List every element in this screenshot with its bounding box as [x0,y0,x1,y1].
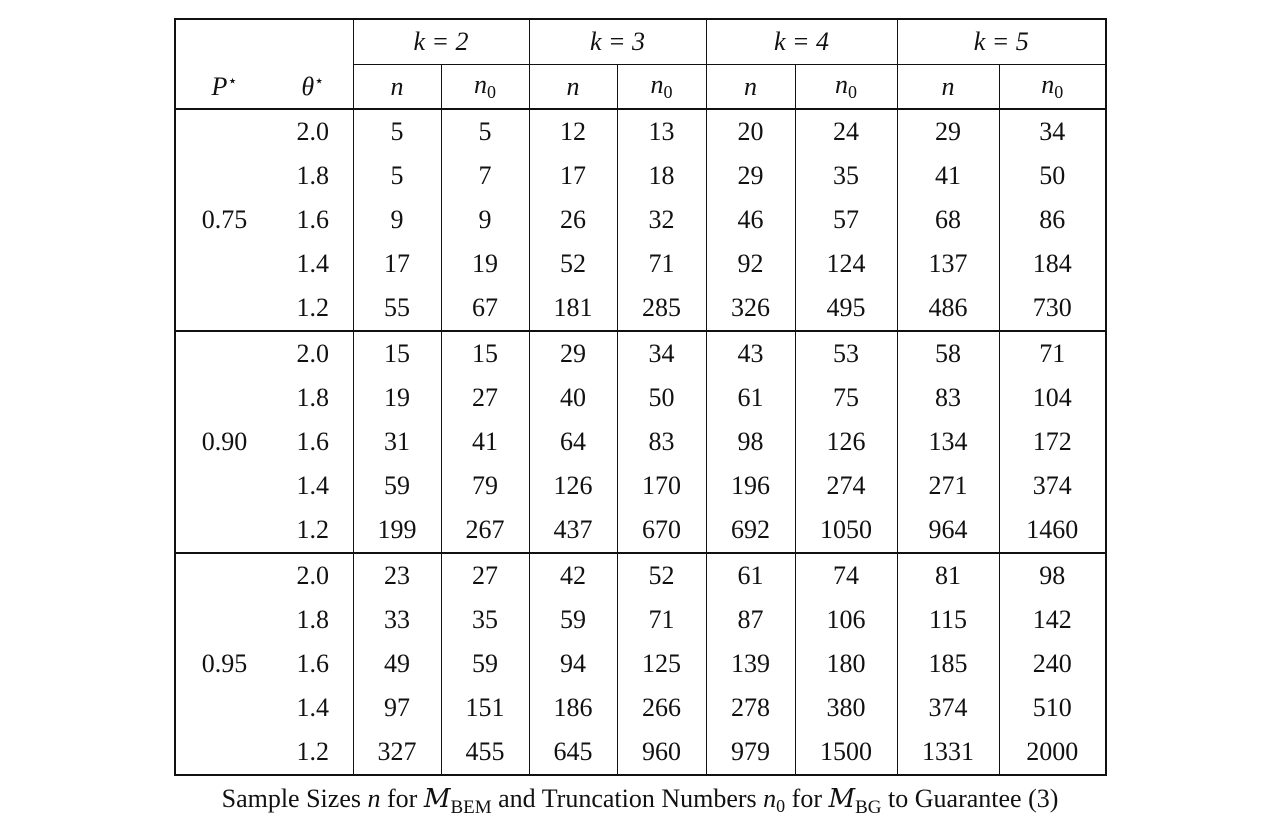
n-column-header: n [353,65,441,110]
n-value: 33 [353,598,441,642]
n-value: 271 [897,464,999,508]
n-column-header: n [706,65,795,110]
theta-star-value: 2.0 [273,109,353,154]
n-value: 979 [706,730,795,775]
n0-value: 670 [617,508,706,553]
table-row [175,154,1106,198]
n-value: 52 [529,242,617,286]
n-column-header: n [897,65,999,110]
k-group-header: k = 4 [706,19,897,65]
header-row-k [175,19,1106,65]
n0-value: 34 [617,331,706,376]
table-row [175,553,1106,598]
table-row [175,730,1106,775]
n0-value: 59 [441,642,529,686]
n-value: 40 [529,376,617,420]
sample-size-table [174,18,1107,776]
n-value: 5 [353,109,441,154]
n0-value: 240 [999,642,1106,686]
n-value: 19 [353,376,441,420]
n0-value: 13 [617,109,706,154]
n-value: 437 [529,508,617,553]
n-value: 278 [706,686,795,730]
n0-value: 1460 [999,508,1106,553]
n-value: 17 [529,154,617,198]
n0-column-header: $n_0$ [617,65,706,110]
n0-value: 730 [999,286,1106,331]
n-value: 5 [353,154,441,198]
n0-value: 50 [999,154,1106,198]
n-value: 20 [706,109,795,154]
n0-value: 104 [999,376,1106,420]
n-value: 15 [353,331,441,376]
n0-value: 184 [999,242,1106,286]
n0-value: 151 [441,686,529,730]
n-value: 61 [706,553,795,598]
n0-value: 27 [441,553,529,598]
n-value: 964 [897,508,999,553]
header-blank [273,19,353,65]
n0-value: 126 [795,420,897,464]
n-value: 59 [529,598,617,642]
theta-star-value: 2.0 [273,553,353,598]
n0-value: 285 [617,286,706,331]
n-value: 199 [353,508,441,553]
n-value: 97 [353,686,441,730]
k-group-header: k = 5 [897,19,1106,65]
n0-value: 124 [795,242,897,286]
n-value: 29 [529,331,617,376]
n-value: 29 [897,109,999,154]
n0-value: 274 [795,464,897,508]
n-value: 139 [706,642,795,686]
n-value: 326 [706,286,795,331]
n0-value: 266 [617,686,706,730]
n0-value: 106 [795,598,897,642]
n0-value: 180 [795,642,897,686]
theta-star-value: 1.4 [296,693,329,722]
table-row [175,508,1106,553]
n0-value: 125 [617,642,706,686]
n0-value: 75 [795,376,897,420]
table-row [175,464,1106,508]
n0-value: 50 [617,376,706,420]
n0-value: 32 [617,198,706,242]
n-value: 41 [897,154,999,198]
n0-value: 41 [441,420,529,464]
n0-value: 960 [617,730,706,775]
n0-value: 98 [999,553,1106,598]
table-row [175,109,1106,154]
p-star-value: 0.95 [175,553,273,775]
n0-value: 71 [617,598,706,642]
n0-value: 53 [795,331,897,376]
n0-value: 5 [441,109,529,154]
theta-star-value: 2.0 [273,331,353,376]
n0-value: 1050 [795,508,897,553]
header-row-columns [175,65,1106,110]
n-value: 1331 [897,730,999,775]
p-star-value: 0.75 [175,109,273,331]
p-star-value: 0.90 [175,331,273,553]
table-row [175,286,1106,331]
n0-value: 374 [999,464,1106,508]
n0-value: 455 [441,730,529,775]
table-row [175,420,1106,464]
n0-value: 1500 [795,730,897,775]
theta-star-value: 1.8 [296,383,329,412]
n-value: 68 [897,198,999,242]
theta-star-header: θ⋆ [301,71,325,101]
n-value: 327 [353,730,441,775]
n0-value: 170 [617,464,706,508]
n-value: 645 [529,730,617,775]
n0-value: 24 [795,109,897,154]
n0-value: 19 [441,242,529,286]
n-value: 58 [897,331,999,376]
n0-value: 267 [441,508,529,553]
n-value: 61 [706,376,795,420]
theta-star-value: 1.6 [296,427,329,456]
n0-value: 74 [795,553,897,598]
n0-value: 57 [795,198,897,242]
table-row [175,242,1106,286]
table-row [175,642,1106,686]
n-value: 126 [529,464,617,508]
n-value: 185 [897,642,999,686]
n-value: 92 [706,242,795,286]
n0-value: 380 [795,686,897,730]
n-value: 181 [529,286,617,331]
n0-value: 35 [795,154,897,198]
header-blank [175,19,273,65]
n-column-header: n [529,65,617,110]
n0-value: 2000 [999,730,1106,775]
n0-column-header: $n_0$ [441,65,529,110]
n-value: 486 [897,286,999,331]
n-value: 9 [353,198,441,242]
n-value: 23 [353,553,441,598]
n0-value: 79 [441,464,529,508]
theta-star-value: 1.6 [296,205,329,234]
n-value: 94 [529,642,617,686]
n-value: 29 [706,154,795,198]
n0-value: 83 [617,420,706,464]
n0-value: 172 [999,420,1106,464]
n-value: 26 [529,198,617,242]
theta-star-value: 1.2 [296,515,329,544]
table-row [175,331,1106,376]
table-row [175,198,1106,242]
n0-column-header: $n_0$ [795,65,897,110]
n-value: 49 [353,642,441,686]
n0-column-header: $n_0$ [999,65,1106,110]
p-star-header: P⋆ [175,65,273,110]
n-value: 42 [529,553,617,598]
n-value: 46 [706,198,795,242]
theta-star-value: 1.4 [296,249,329,278]
table-row [175,376,1106,420]
n-value: 59 [353,464,441,508]
n0-value: 142 [999,598,1106,642]
k-group-header: k = 2 [353,19,529,65]
n-value: 87 [706,598,795,642]
n-value: 134 [897,420,999,464]
n-value: 692 [706,508,795,553]
n0-value: 495 [795,286,897,331]
theta-star-value: 1.2 [296,293,329,322]
n0-value: 510 [999,686,1106,730]
theta-star-value: 1.8 [296,161,329,190]
n-value: 43 [706,331,795,376]
n0-value: 71 [999,331,1106,376]
n-value: 115 [897,598,999,642]
n-value: 98 [706,420,795,464]
n0-value: 27 [441,376,529,420]
n-value: 137 [897,242,999,286]
theta-star-value: 1.6 [296,649,329,678]
n-value: 81 [897,553,999,598]
theta-star-value: 1.2 [273,730,353,775]
n0-value: 18 [617,154,706,198]
n0-value: 9 [441,198,529,242]
n0-value: 7 [441,154,529,198]
n0-value: 34 [999,109,1106,154]
n-value: 64 [529,420,617,464]
theta-star-value: 1.8 [296,605,329,634]
theta-star-value: 1.4 [296,471,329,500]
n-value: 12 [529,109,617,154]
table-row [175,686,1106,730]
n-value: 374 [897,686,999,730]
n0-value: 52 [617,553,706,598]
n-value: 186 [529,686,617,730]
n0-value: 71 [617,242,706,286]
n-value: 196 [706,464,795,508]
n-value: 83 [897,376,999,420]
n-value: 55 [353,286,441,331]
k-group-header: k = 3 [529,19,706,65]
n0-value: 15 [441,331,529,376]
n0-value: 86 [999,198,1106,242]
n0-value: 67 [441,286,529,331]
table-row [175,598,1106,642]
n-value: 31 [353,420,441,464]
n0-value: 35 [441,598,529,642]
n-value: 17 [353,242,441,286]
table-caption: Sample Sizes n for $M_{BEM}$ and Truncation Numbers $n_0$ for $M_{BG}$ to Guarantee (3) [221,784,1059,818]
